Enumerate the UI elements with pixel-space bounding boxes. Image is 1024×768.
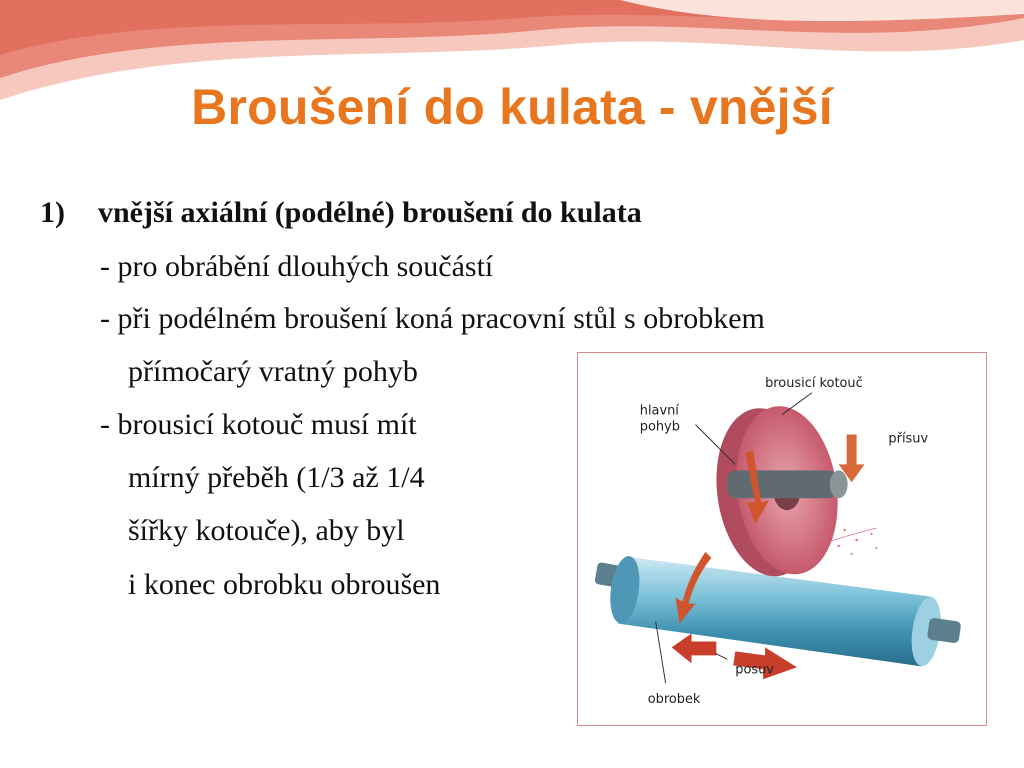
list-heading: vnější axiální (podélné) broušení do kulata [98,196,642,229]
label-infeed: přísuv [888,431,929,447]
list-line: i konec obrobku obroušen [128,568,441,601]
list-line: - brousicí kotouč musí mít [100,408,417,441]
list-line: - pro obrábění dlouhých součástí [100,250,494,283]
grinding-wheel [706,400,848,583]
grinding-diagram [578,353,986,725]
slide-title: Broušení do kulata - vnější [191,79,833,135]
label-main-motion-1: hlavní [639,403,679,419]
grinding-illustration [577,352,987,726]
list-line: - při podélném broušení koná pracovní stůl s obrobkem [100,302,765,335]
label-grinding-wheel: brousicí kotouč [765,375,863,391]
label-workpiece: obrobek [647,692,701,708]
label-main-motion-2: pohyb [639,419,680,435]
list-line: mírný přeběh (1/3 až 1/4 [128,461,425,494]
list-number: 1) [40,196,65,229]
label-feed: posuv [735,662,774,678]
list-line: šířky kotouče), aby byl [128,514,405,547]
list-line: přímočarý vratný pohyb [128,355,418,388]
